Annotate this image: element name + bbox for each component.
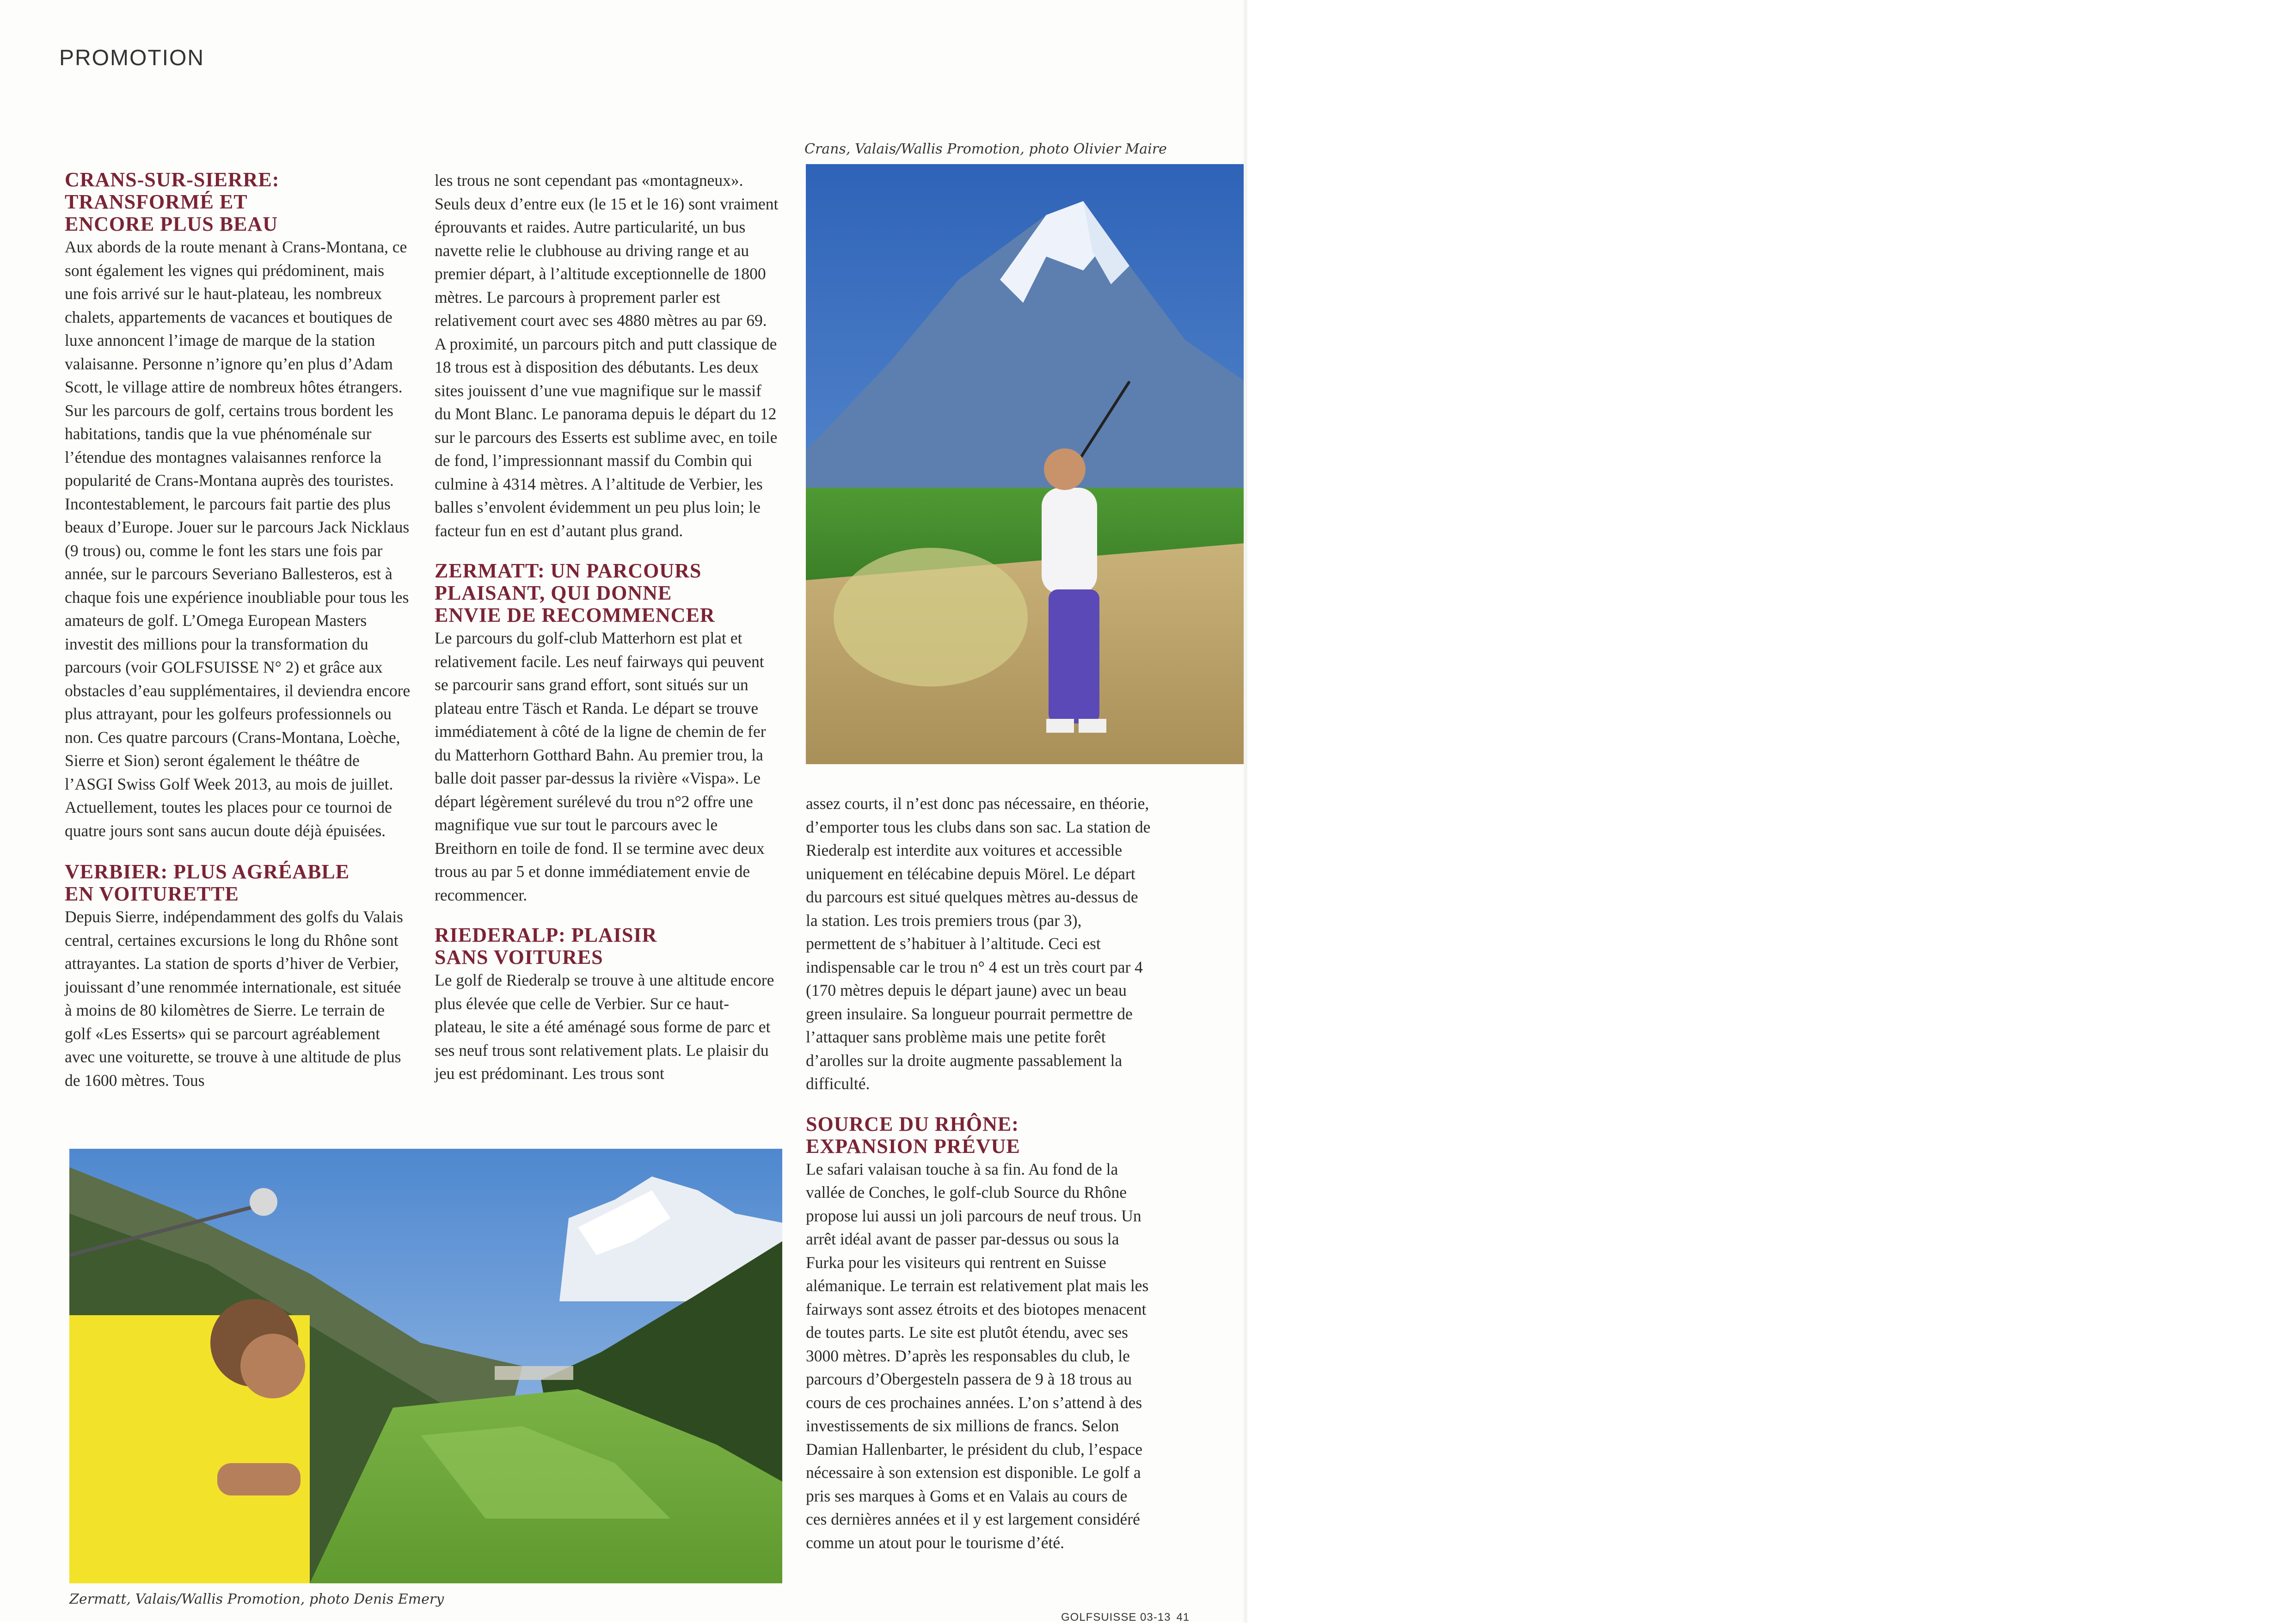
photo-zermatt-valley <box>69 1149 782 1583</box>
article-riederalp <box>435 924 780 1085</box>
heading-riederalp: RIEDERALP: PLAISIR SANS VOITURES <box>435 924 657 968</box>
golfer-bunker-illustration <box>806 164 1245 764</box>
column-1 <box>65 169 411 1092</box>
heading-crans: CRANS-SUR-SIERRE: TRANSFORMÉ ET ENCORE PLUS BEAU <box>65 168 280 235</box>
body-riederalp-part2: assez courts, il n’est donc pas nécessaire, en théorie, d’emporter tous les clubs dans son sac. La station de Riederalp est interdite aux voitures et accessible uniquement en télécabine depuis Mörel. Le départ du parcours est situé quelques mètres au-dessus de la station. Les trois premiers trous (par 3), permettent de s’habituer à l’altitude. Ceci est indispensable car le trou n° 4 est un très court par 4 (170 mètres depuis le départ jaune) avec un beau green insulaire. Sa longueur pourrait permettre de l’attaquer sans problème mais une petite forêt d’arolles sur la droite augmente passablement la difficulté. <box>806 794 1151 1093</box>
article-zermatt <box>435 560 780 907</box>
section-label: PROMOTION <box>59 46 204 70</box>
column-2 <box>435 169 780 1085</box>
zermatt-valley-illustration <box>69 1149 782 1583</box>
photo-caption-zermatt: Zermatt, Valais/Wallis Promotion, photo Denis Emery <box>69 1591 444 1607</box>
body-verbier-part1: Depuis Sierre, indépendamment des golfs du Valais central, certaines excursions le long du Rhône sont attrayantes. La station de sports d’hiver de Verbier, jouissant d’une renommée internationale, est située à moins de 80 kilomètres de Sierre. Le terrain de golf «Les Esserts» qui se parcourt agréablement avec une voiturette, se trouve à une altitude de plus de 1600 mètres. Tous <box>65 907 403 1090</box>
heading-rhone: SOURCE DU RHÔNE: EXPANSION PRÉVUE <box>806 1112 1020 1158</box>
heading-verbier: VERBIER: PLUS AGRÉABLE EN VOITURETTE <box>65 860 350 905</box>
page-footer <box>1061 1611 1190 1624</box>
magazine-issue: GOLFSUISSE 03-13 <box>1061 1611 1171 1624</box>
page-number: 41 <box>1176 1611 1190 1624</box>
body-zermatt: Le parcours du golf-club Matterhorn est plat et relativement facile. Les neuf fairways qui peuvent se parcourir sans grand effort, sont situés sur un plateau entre Täsch et Randa. Le départ se trouve immédiatement à côté de la ligne de chemin de fer du Matterhorn Gotthard Bahn. Au premier trou, la balle doit passer par-dessus la rivière «Vispa». Le départ légèrement surélevé du trou n°2 offre une magnifique vue sur tout le parcours avec le Breithorn en toile de fond. Il se termine avec deux trous au par 5 et donne immédiatement envie de recommencer. <box>435 629 766 904</box>
article-rhone <box>806 1113 1152 1555</box>
article-crans <box>65 169 411 842</box>
page-edge <box>1244 0 1247 1623</box>
body-riederalp-part1: Le golf de Riederalp se trouve à une altitude encore plus élevée que celle de Verbier. Sur ce haut-plateau, le site a été aménagé sous forme de parc et ses neuf trous sont relativement plats. Le plaisir du jeu est prédominant. Les trous sont <box>435 971 774 1083</box>
body-rhone: Le safari valaisan touche à sa fin. Au fond de la vallée de Conches, le golf-club Source du Rhône propose lui aussi un joli parcours de neuf trous. Un arrêt idéal avant de passer par-dessus ou sous la Furka pour les visiteurs qui rentrent en Suisse alémanique. Le terrain est relativement plat mais les fairways sont assez étroits et des biotopes menacent de toutes parts. Le site est plutôt étendu, avec ses 3000 mètres. D’après les responsables du club, le parcours d’Obergesteln passera de 9 à 18 trous au cours de ces prochaines années. L’on s’attend à des investissements de six millions de francs. Selon Damian Hallenbarter, le président du club, l’espace nécessaire à son extension est disponible. Le golf a pris ses marques à Goms et en Valais au cours de ces dernières années et il y est largement considéré comme un atout pour le tourisme d’été. <box>806 1159 1149 1552</box>
body-verbier-part2: les trous ne sont cependant pas «montagneux». Seuls deux d’entre eux (le 15 et le 16) sont vraiment éprouvants et raides. Autre particularité, un bus navette relie le clubhouse au driving range et au premier départ, à l’altitude exceptionnelle de 1800 mètres. Le parcours à proprement parler est relativement court avec ses 4880 mètres au par 69. A proximité, un parcours pitch and putt classique de 18 trous est à disposition des débutants. Les deux sites jouissent d’une vue magnifique sur le massif du Mont Blanc. Le panorama depuis le départ du 12 sur le parcours des Esserts est sublime avec, en toile de fond, l’impressionnant massif du Combin qui culmine à 4314 mètres. A l’altitude de Verbier, les balles s’envolent évidemment un peu plus loin; le facteur fun en est d’autant plus grand. <box>435 171 779 540</box>
heading-zermatt: ZERMATT: UN PARCOURS PLAISANT, QUI DONNE ENVIE DE RECOMMENCER <box>435 559 715 626</box>
column-3 <box>806 792 1152 1554</box>
article-verbier <box>65 861 411 1092</box>
photo-caption-crans: Crans, Valais/Wallis Promotion, photo Olivier Maire <box>804 141 1167 157</box>
body-crans: Aux abords de la route menant à Crans-Montana, ce sont également les vignes qui prédominent, mais une fois arrivé sur le haut-plateau, les nombreux chalets, appartements de vacances et boutiques de luxe annoncent l’image de marque de la station valaisanne. Personne n’ignore qu’en plus d’Adam Scott, le village attire de nombreux hôtes étrangers. Sur les parcours de golf, certains trous bordent les habitations, tandis que la vue phénoménale sur l’étendue des montagnes valaisannes renforce la popularité de Crans-Montana auprès des touristes. Incontestablement, le parcours fait partie des plus beaux d’Europe. Jouer sur le parcours Jack Nicklaus (9 trous) ou, comme le font les stars une fois par année, sur le parcours Severiano Ballesteros, est à chaque fois une expérience inoubliable pour tous les amateurs de golf. L’Omega European Masters investit des millions pour la transformation du parcours (voir GOLFSUISSE N° 2) et grâce aux obstacles d’eau supplémentaires, il deviendra encore plus attrayant, pour les golfeurs professionnels ou non. Ces quatre parcours (Crans-Montana, Loèche, Sierre et Sion) seront également le théâtre de l’ASGI Swiss Golf Week 2013, au mois de juillet. Actuellement, toutes les places pour ce tournoi de quatre jours sont sans aucun doute déjà épuisées. <box>65 238 411 840</box>
photo-golfer-bunker <box>806 164 1245 764</box>
